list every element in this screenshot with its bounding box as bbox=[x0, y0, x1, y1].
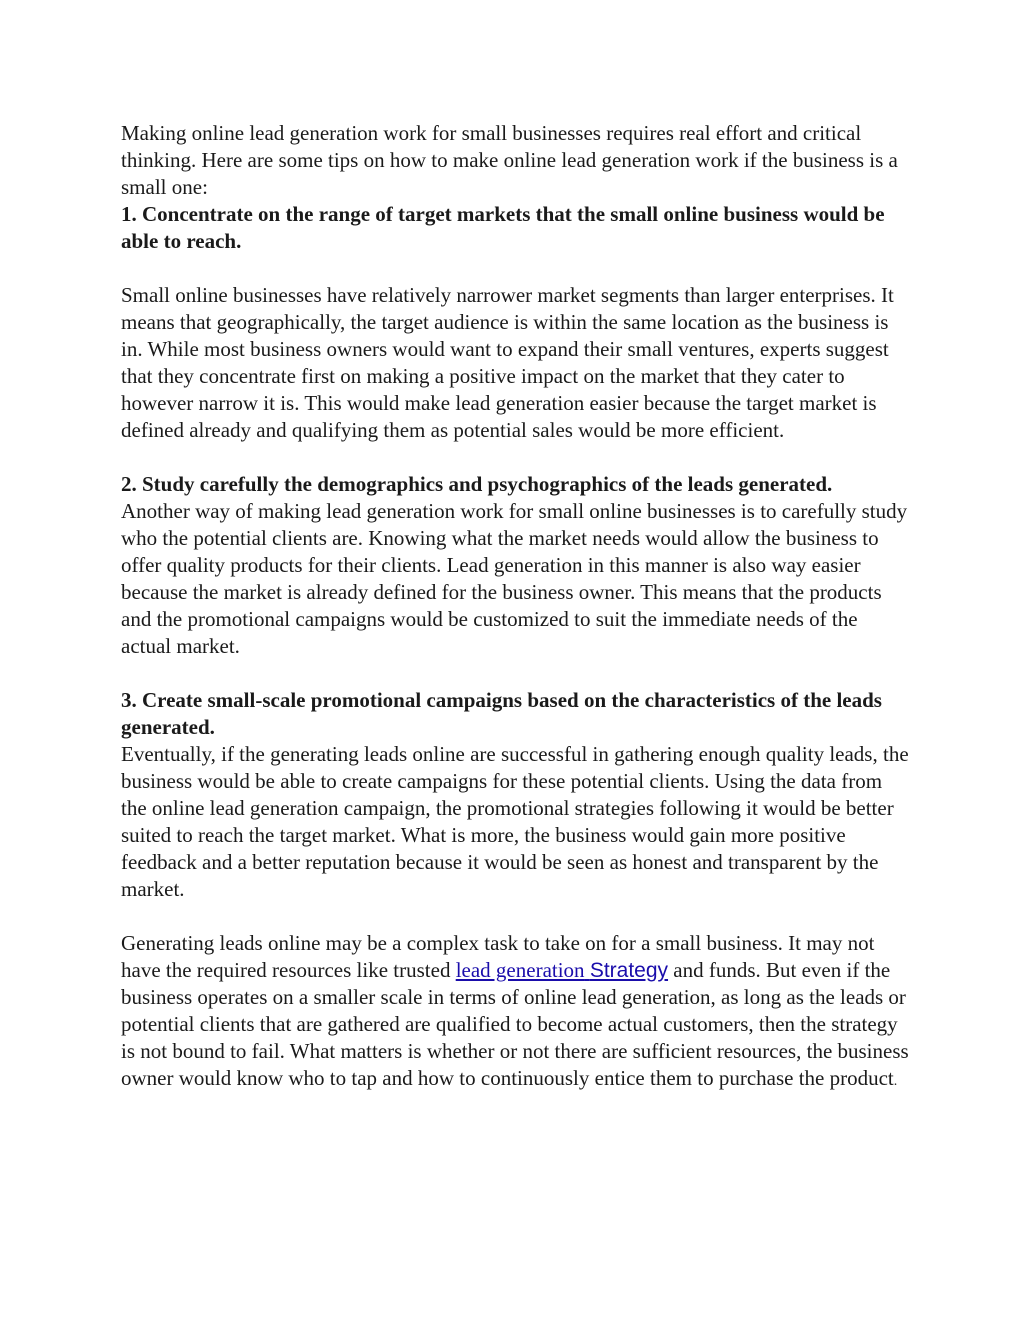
document-page bbox=[121, 120, 911, 1095]
section-2-body: Another way of making lead generation work for small online businesses is to carefully study who the potential clients are. Knowing what the market needs would allow the business to offer quality products for their clients. Lead generation in this manner is also way easier because the market is already defined for the business owner. This means that the products and the promotional campaigns would be customized to suit the immediate needs of the actual market. bbox=[121, 499, 908, 658]
conclusion-text-before-link: Generating leads online may be a complex task to take on for a small business. It may not have the required resources like trusted bbox=[121, 931, 875, 982]
spacer bbox=[121, 255, 911, 282]
section-1-body: Small online businesses have relatively narrower market segments than larger enterprises. It means that geographically, the target audience is within the same location as the business is in. While most business owners would want to expand their small ventures, experts suggest that they concentrate first on making a positive impact on the market that they cater to however narrow it is. This would make lead generation easier because the target market is defined already and qualifying them as potential sales would be more efficient. bbox=[121, 283, 894, 442]
conclusion-text-after-link: and funds. But even if the business operates on a smaller scale in terms of online lead generation, as long as the leads or potential clients that are gathered are qualified to become actual customers, then the strategy is not bound to fail. What matters is whether or not there are sufficient resources, the business owner would know who to tap and how to continuously entice them to purchase the product bbox=[121, 958, 909, 1090]
section-3-body: Eventually, if the generating leads online are successful in gathering enough quality leads, the business would be able to create campaigns for these potential clients. Using the data from the online lead generation campaign, the promotional strategies following it would be better suited to reach the target market. What is more, the business would gain more positive feedback and a better reputation because it would be seen as honest and transparent by the market. bbox=[121, 742, 909, 901]
spacer bbox=[121, 903, 911, 930]
section-3-heading: 3. Create small-scale promotional campaigns based on the characteristics of the leads generated. bbox=[121, 688, 882, 739]
link-text-part2: Strategy bbox=[589, 959, 669, 982]
section-2-heading: 2. Study carefully the demographics and psychographics of the leads generated. bbox=[121, 472, 833, 496]
link-text-part1: lead generation bbox=[455, 958, 585, 982]
lead-generation-strategy-link[interactable] bbox=[456, 958, 668, 982]
conclusion-end-mark: . bbox=[893, 1074, 898, 1089]
section-1-heading: 1. Concentrate on the range of target markets that the small online business would be able to reach. bbox=[121, 202, 885, 253]
intro-paragraph: Making online lead generation work for small businesses requires real effort and critical thinking. Here are some tips on how to make online lead generation work if the business is a small one: bbox=[121, 121, 898, 199]
spacer bbox=[121, 660, 911, 687]
conclusion-paragraph bbox=[121, 930, 911, 1095]
spacer bbox=[121, 444, 911, 471]
